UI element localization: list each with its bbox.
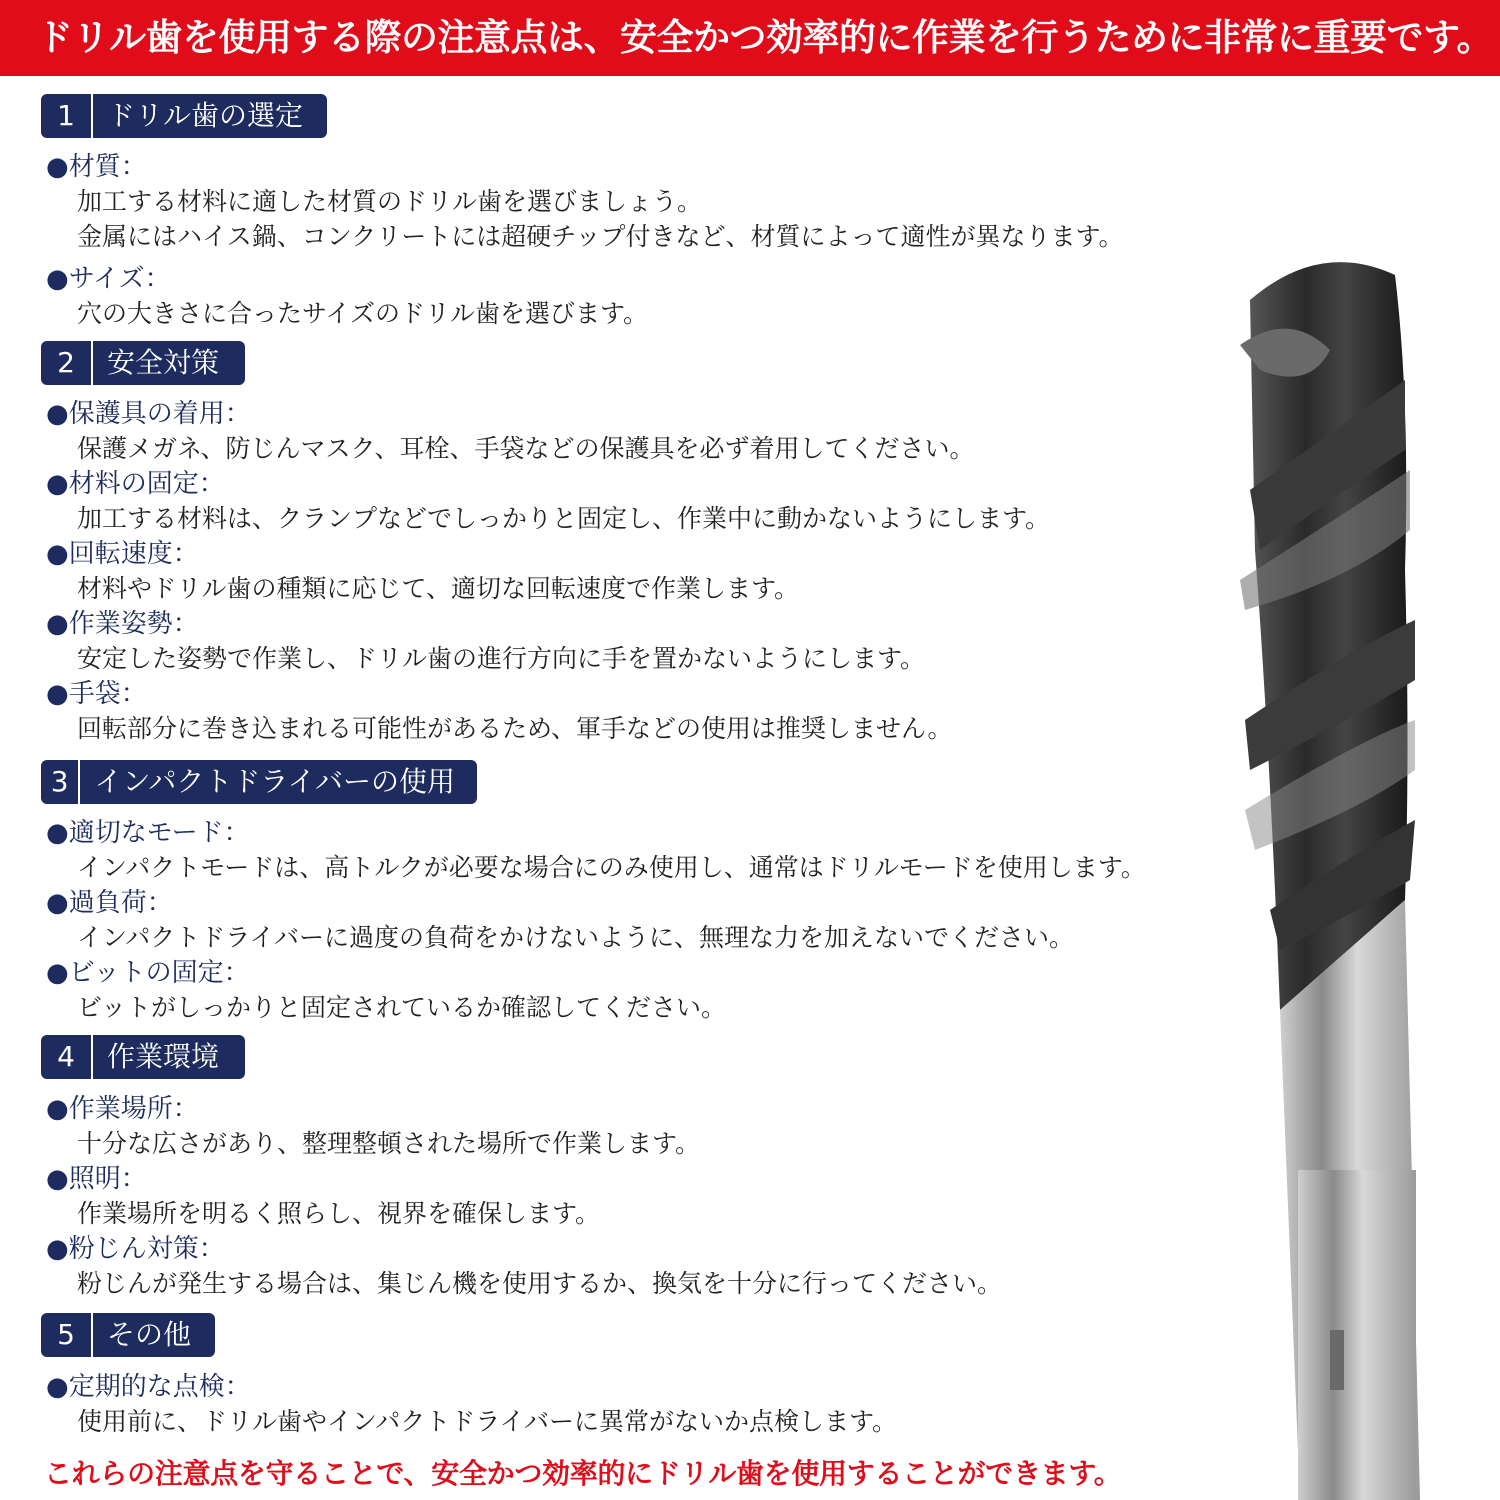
- item-description: 保護メガネ、防じんマスク、耳栓、手袋などの保護具を必ず着用してください。: [77, 434, 975, 463]
- item-label: [46, 1370, 1206, 1404]
- item-label-text: 作業姿勢：: [68, 609, 199, 639]
- item-label: [46, 150, 1206, 184]
- item-description: インパクトドライバーに過度の負荷をかけないように、無理な力を加えないでください。: [77, 923, 1075, 952]
- item-label-text: 回転速度：: [68, 539, 199, 569]
- section-number: 2: [41, 341, 93, 385]
- checklist-item: [46, 956, 1206, 1025]
- item-description: インパクトモードは、高トルクが必要な場合にのみ使用し、通常はドリルモードを使用します。: [77, 853, 1146, 882]
- bullet-icon: ●: [46, 958, 69, 988]
- item-label: [46, 1162, 1206, 1196]
- bullet-icon: ●: [46, 818, 69, 848]
- bullet-icon: ●: [46, 1094, 69, 1124]
- section-number: 4: [41, 1035, 93, 1079]
- item-label-text: ビットの固定：: [68, 958, 250, 988]
- item-label-text: サイズ：: [68, 264, 171, 294]
- item-label-text: 手袋：: [68, 679, 147, 709]
- item-label: [46, 1232, 1206, 1266]
- item-label: [46, 607, 1206, 641]
- item-description: 十分な広さがあり、整理整頓された場所で作業します。: [77, 1129, 701, 1158]
- checklist-item: [46, 1232, 1206, 1301]
- item-description: 加工する材料に適した材質のドリル歯を選びましょう。: [77, 187, 703, 216]
- section-header-3: [41, 760, 477, 804]
- footer-note: これらの注意点を守ることで、安全かつ効率的にドリル歯を使用することができます。: [44, 1457, 1122, 1490]
- bullet-icon: ●: [46, 1372, 69, 1402]
- checklist-item: [46, 886, 1206, 955]
- item-label: [46, 886, 1206, 920]
- item-label-text: 過負荷：: [68, 888, 173, 918]
- item-label: [46, 537, 1206, 571]
- item-label-text: 定期的な点検：: [68, 1372, 251, 1402]
- item-label-text: 材質：: [68, 152, 147, 182]
- bullet-icon: ●: [46, 1234, 69, 1264]
- item-label-text: 照明：: [68, 1164, 147, 1194]
- item-description: 回転部分に巻き込まれる可能性があるため、軍手などの使用は推奨しません。: [77, 714, 953, 743]
- title-banner: ドリル歯を使用する際の注意点は、安全かつ効率的に作業を行うために非常に重要です。: [0, 0, 1500, 76]
- item-description: 材料やドリル歯の種類に応じて、適切な回転速度で作業します。: [77, 574, 800, 603]
- item-label: [46, 677, 1206, 711]
- bullet-icon: ●: [46, 152, 69, 182]
- item-label-text: 粉じん対策：: [68, 1234, 225, 1264]
- section-title: その他: [107, 1318, 192, 1351]
- bullet-icon: ●: [46, 679, 69, 709]
- checklist-item: [46, 537, 1206, 606]
- section-number: 5: [41, 1313, 93, 1357]
- item-label: [46, 816, 1206, 850]
- item-description: 作業場所を明るく照らし、視界を確保します。: [77, 1199, 601, 1228]
- checklist-item: [46, 1162, 1206, 1231]
- section-header-2: [41, 341, 245, 385]
- item-description: 使用前に、ドリル歯やインパクトドライバーに異常がないか点検します。: [77, 1407, 898, 1436]
- section-title: インパクトドライバーの使用: [94, 765, 455, 798]
- item-label: [46, 397, 1206, 431]
- bullet-icon: ●: [46, 539, 69, 569]
- item-description: 加工する材料は、クランプなどでしっかりと固定し、作業中に動かないようにします。: [77, 504, 1051, 533]
- item-description: 安定した姿勢で作業し、ドリル歯の進行方向に手を置かないようにします。: [77, 644, 926, 673]
- item-description: 穴の大きさに合ったサイズのドリル歯を選びます。: [77, 299, 649, 328]
- section-number: 1: [41, 94, 93, 138]
- item-label-text: 保護具の着用：: [68, 399, 251, 429]
- item-description: 金属にはハイス鍋、コンクリートには超硬チップ付きなど、材質によって適性が異なります。: [77, 222, 1124, 251]
- item-description: 粉じんが発生する場合は、集じん機を使用するか、換気を十分に行ってください。: [77, 1269, 1003, 1298]
- checklist-item: [46, 1370, 1206, 1439]
- checklist-item: [46, 677, 1206, 746]
- bullet-icon: ●: [46, 399, 69, 429]
- checklist-item: [46, 1092, 1206, 1161]
- section-title: 安全対策: [107, 346, 220, 379]
- checklist-item: [46, 397, 1206, 466]
- item-label-text: 作業場所：: [68, 1094, 199, 1124]
- bullet-icon: ●: [46, 469, 69, 499]
- bullet-icon: ●: [46, 264, 69, 294]
- section-header-4: [41, 1035, 245, 1079]
- section-header-1: [41, 94, 327, 138]
- item-description: ビットがしっかりと固定されているか確認してください。: [77, 993, 727, 1022]
- checklist-item: [46, 816, 1206, 885]
- bullet-icon: ●: [46, 888, 69, 918]
- item-label: [46, 467, 1206, 501]
- bullet-icon: ●: [46, 609, 69, 639]
- bullet-icon: ●: [46, 1164, 69, 1194]
- item-label: [46, 956, 1206, 990]
- checklist-item: [46, 467, 1206, 536]
- section-header-5: [41, 1313, 215, 1357]
- item-label: [46, 1092, 1206, 1126]
- section-title: ドリル歯の選定: [107, 99, 304, 132]
- drill-bit-image: [1210, 250, 1500, 1500]
- section-title: 作業環境: [107, 1040, 220, 1073]
- checklist-item: [46, 150, 1206, 254]
- item-label-text: 材料の固定：: [68, 469, 225, 499]
- checklist-item: [46, 262, 1206, 331]
- checklist-item: [46, 607, 1206, 676]
- item-label: [46, 262, 1206, 296]
- item-label-text: 適切なモード：: [68, 818, 250, 848]
- section-number: 3: [41, 760, 80, 804]
